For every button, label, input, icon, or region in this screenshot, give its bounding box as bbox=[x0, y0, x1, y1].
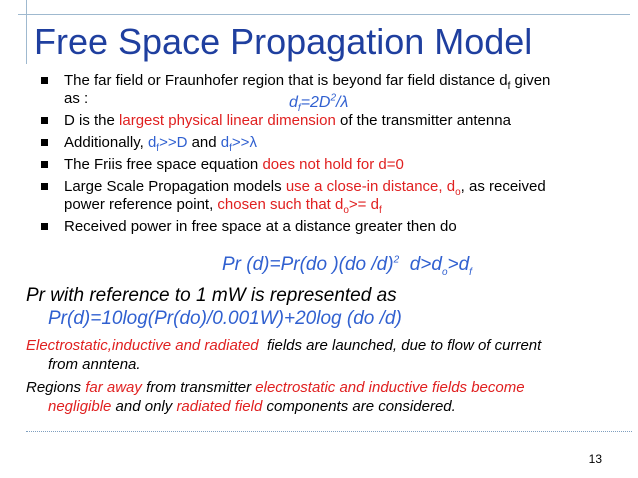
bullet-text: The Friis free space equation bbox=[64, 156, 263, 173]
fields-paragraph bbox=[26, 336, 626, 374]
bullet-text: D is the bbox=[64, 112, 120, 129]
dbm-intro-text: Pr with reference to 1 mW is represented as bbox=[26, 285, 397, 306]
paragraph-text: from transmitter bbox=[141, 379, 256, 396]
bullet-square-icon bbox=[41, 223, 48, 230]
dbm-formula: Pr(d)=10log(Pr(do)/0.001W)+20log (do /d) bbox=[48, 308, 402, 329]
bullet-square-icon bbox=[41, 183, 48, 190]
bullet-square-icon bbox=[41, 77, 48, 84]
highlight-text: does not hold for d=0 bbox=[262, 156, 404, 173]
bullet-text: as : bbox=[64, 90, 89, 107]
bullet-text: , as received bbox=[460, 178, 546, 195]
highlight-text: use a close-in distance, $d_o$ bbox=[285, 178, 461, 198]
bullet-text: power reference point, bbox=[64, 196, 218, 213]
highlight-text: chosen such that $d_o>= d_f$ bbox=[217, 196, 382, 216]
dbm-formula-block bbox=[26, 284, 626, 330]
frame-horizontal-line bbox=[18, 14, 630, 15]
bullet-item bbox=[38, 178, 618, 214]
footer-divider bbox=[26, 431, 632, 432]
highlight-text: largest physical linear dimension bbox=[119, 112, 336, 129]
bullet-text: and bbox=[187, 134, 221, 151]
paragraph-text: fields are launched, due to flow of current bbox=[258, 337, 542, 354]
far-field-formula: $d_f=2D^2/\lambda$ bbox=[289, 92, 349, 115]
bullet-text: Additionally, bbox=[64, 134, 148, 151]
bullet-text: of the transmitter antenna bbox=[335, 112, 511, 129]
slide-title: Free Space Propagation Model bbox=[34, 21, 533, 62]
bullet-item bbox=[38, 156, 618, 174]
bullet-text: Large Scale Propagation models bbox=[64, 178, 286, 195]
highlight-text: negligible bbox=[48, 398, 112, 415]
regions-paragraph bbox=[26, 378, 626, 416]
page-number: 13 bbox=[588, 452, 602, 466]
bullet-text: Received power in free space at a distance greater then do bbox=[64, 218, 457, 235]
received-power-formula: Pr (d)=Pr(do )(do /d)$^2$ $d>d_o>d_f$ bbox=[222, 254, 472, 278]
frame-vertical-line bbox=[26, 0, 27, 64]
paragraph-text: Regions bbox=[26, 379, 86, 396]
bullet-square-icon bbox=[41, 161, 48, 168]
bullet-square-icon bbox=[41, 117, 48, 124]
subscript: f bbox=[507, 81, 511, 92]
highlight-text: electrostatic and inductive fields become bbox=[255, 379, 525, 396]
paragraph-text: components are considered. bbox=[262, 398, 456, 415]
bullet-text: given bbox=[510, 72, 551, 89]
bullet-item bbox=[38, 112, 618, 130]
inline-formula: $d_f>>D$ bbox=[147, 134, 188, 154]
bullet-square-icon bbox=[41, 139, 48, 146]
inline-formula: $d_f>>\lambda$ bbox=[220, 134, 257, 154]
highlight-text: far away bbox=[85, 379, 142, 396]
highlight-text: Electrostatic,inductive and radiated bbox=[26, 337, 259, 354]
paragraph-text: and only bbox=[111, 398, 177, 415]
highlight-text: radiated field bbox=[176, 398, 263, 415]
bullet-item bbox=[38, 218, 618, 236]
bullet-item bbox=[38, 134, 618, 152]
bullet-text: The far field or Fraunhofer region that is beyond far field distance d bbox=[64, 72, 508, 89]
paragraph-text: from anntena. bbox=[48, 356, 141, 373]
